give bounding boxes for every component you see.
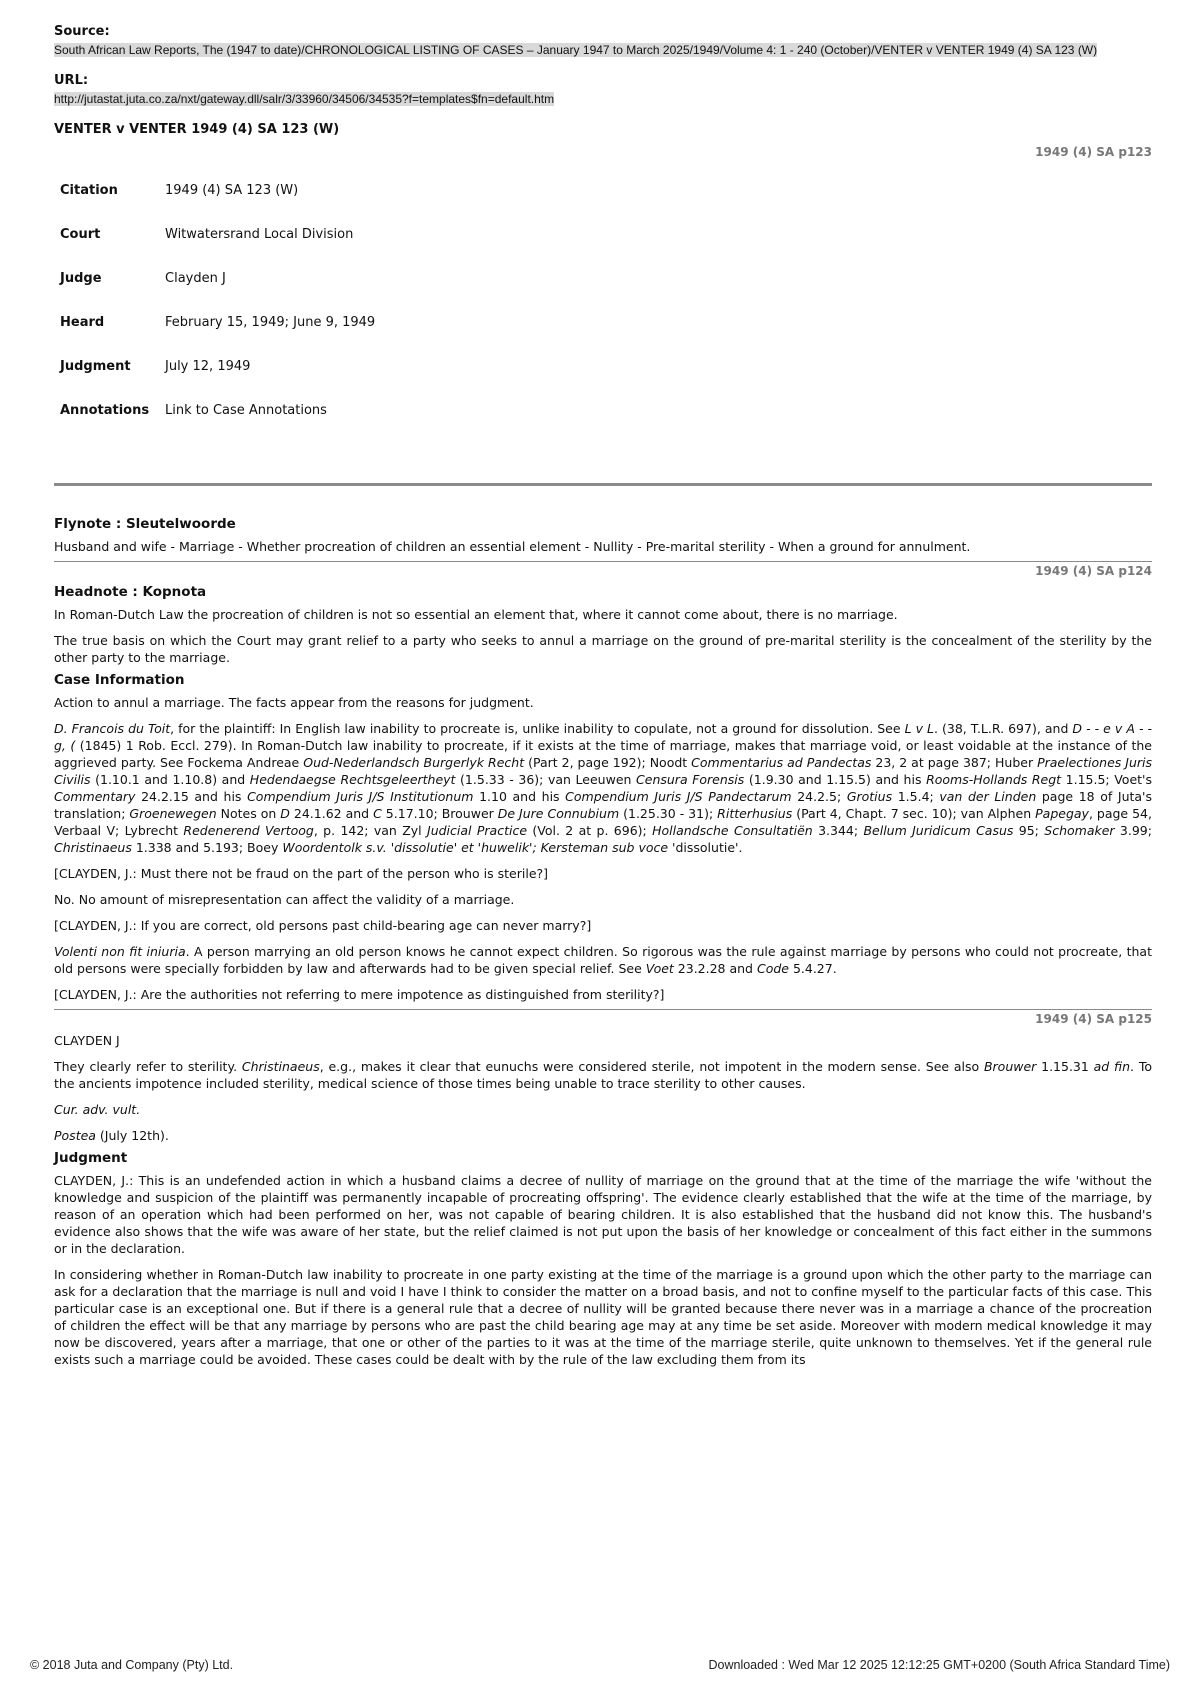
work-title: C (373, 806, 382, 821)
work-title: Hedendaegse Rechtsgeleertheyt (249, 772, 456, 787)
work-title: Christinaeus (241, 1059, 320, 1074)
headnote-paragraph: The true basis on which the Court may grant relief to a party who seeks to annul a marriage on the ground of pre-marital sterility is the concealment of the sterility by the other party to the marriage. (54, 633, 1152, 665)
footer-copyright: © 2018 Juta and Company (Pty) Ltd. (30, 1658, 234, 1672)
headnote-paragraph: In Roman-Dutch Law the procreation of children is not so essential an element that, where it cannot come about, there is no marriage. (54, 607, 898, 622)
meta-value: Witwatersrand Local Division (165, 227, 354, 242)
work-title: Hollandsche Consultatiën (652, 823, 813, 838)
text-run: (1845) 1 Rob. Eccl. 279). In Roman-Dutch law inability to procreate, if it exists at the time of marriage, makes that marriage void, or least voidable at the instance of the aggrieved party. See Fockema Andreae (54, 738, 1153, 770)
text-run: (Part 4, Chapt. 7 sec. 10); van Alphen (792, 806, 1036, 821)
source-section (54, 24, 1152, 59)
meta-key: Heard (60, 315, 105, 330)
work-title: Praelectiones Juris Civilis (54, 755, 1153, 787)
text-run: 5.17.10; Brouwer (381, 806, 498, 821)
latin-phrase: Postea (54, 1128, 96, 1143)
text-run: 24.2.15 and his (135, 789, 248, 804)
meta-value: July 12, 1949 (165, 359, 251, 374)
meta-row-heard (60, 315, 375, 359)
text-run: 1.5.4; (892, 789, 940, 804)
work-title: Commentary (54, 789, 136, 804)
work-title: Voet (645, 961, 674, 976)
meta-key: Citation (60, 183, 118, 198)
work-title: Papegay (1035, 806, 1089, 821)
case-info-heading: Case Information (54, 672, 185, 688)
text-run: 'dissolutie'. (668, 840, 743, 855)
source-path[interactable]: South African Law Reports, The (1947 to date)/CHRONOLOGICAL LISTING OF CASES – January 1947 to March 2025/1949/Volume 4: 1 - 240 (October)/VENTER v VENTER 1949 (4) SA 123 (W) (54, 43, 1098, 57)
work-title: Grotius (846, 789, 893, 804)
case-name: D - - e v A - - g, ( (54, 721, 1153, 753)
text-run: (July 12th). (95, 1128, 169, 1143)
page-ref-p123: 1949 (4) SA p123 (1035, 145, 1152, 159)
meta-row-citation (60, 183, 375, 227)
text-run: page 18 of Juta's translation; (54, 789, 1153, 821)
flynote-heading: Flynote : Sleutelwoorde (54, 516, 236, 532)
postea-line (54, 1127, 1152, 1144)
judgment-paragraph: CLAYDEN, J.: This is an undefended action in which a husband claims a decree of nullity of marriage on the ground that at the time of the marriage the wife 'without the knowledge and suspicion of the plaintiff was permanently incapable of procreating offspring'. The evidence clearly established that the wife at the time of the marriage, by reason of an operation which had been performed on her, was not capable of bearing children. It is also established that the husband did not know this. The husband's evidence also shows that the wife was aware of her state, but the relief claimed is not put upon the basis of her knowledge or concealment of this fact either in the summons or in the declaration. (54, 1173, 1152, 1256)
counsel-answer: No. No amount of misrepresentation can affect the validity of a marriage. (54, 892, 515, 907)
work-title: Judicial Practice (427, 823, 528, 838)
work-title: Code (756, 961, 789, 976)
work-title: Groenewegen (129, 806, 217, 821)
headnote-heading: Headnote : Kopnota (54, 584, 207, 600)
meta-row-judgment (60, 359, 375, 403)
url-link[interactable]: http://jutastat.juta.co.za/nxt/gateway.dll/salr/3/33960/34506/34535?f=templates$fn=default.htm (54, 92, 555, 106)
work-title: Woordentolk s.v. 'dissolutie' et 'huwelik'; Kersteman sub voce (282, 840, 669, 855)
text-run: Notes on (216, 806, 281, 821)
text-run: . (38, T.L.R. 697), and (933, 721, 1073, 736)
text-run: 23.2.28 and (673, 961, 757, 976)
text-run: (Part 2, page 192); Noodt (524, 755, 692, 770)
work-title: Brouwer (983, 1059, 1037, 1074)
latin-phrase: ad fin (1093, 1059, 1131, 1074)
section-divider (54, 483, 1152, 486)
text-run: 1.10 and his (473, 789, 566, 804)
counsel-answer (54, 1058, 1152, 1092)
text-run: (1.5.33 - 36); van Leeuwen (455, 772, 637, 787)
meta-value: February 15, 1949; June 9, 1949 (165, 315, 376, 330)
text-run: 24.1.62 and (289, 806, 374, 821)
url-section (54, 73, 1152, 108)
text-run: 3.99; (1114, 823, 1152, 838)
meta-key: Court (60, 227, 101, 242)
bench-question: [CLAYDEN, J.: If you are correct, old persons past child-bearing age can never marry?] (54, 918, 592, 933)
page-ref-p125: 1949 (4) SA p125 (1035, 1012, 1152, 1026)
text-run: , for the plaintiff: In English law inability to procreate is, unlike inability to copulate, not a ground for dissolution. See (170, 721, 905, 736)
page-divider (54, 561, 1152, 562)
work-title: Bellum Juridicum Casus (863, 823, 1014, 838)
bench-question: [CLAYDEN, J.: Must there not be fraud on the part of the person who is sterile?] (54, 866, 549, 881)
meta-value: Clayden J (165, 271, 226, 286)
work-title: Schomaker (1044, 823, 1115, 838)
work-title: Commentarius ad Pandectas (691, 755, 872, 770)
running-head-judge: CLAYDEN J (54, 1033, 120, 1048)
text-run: 1.15.31 (1036, 1059, 1094, 1074)
work-title: Oud-Nederlandsch Burgerlyk Recht (303, 755, 525, 770)
annotations-link[interactable]: Link to Case Annotations (165, 403, 327, 418)
meta-row-judge (60, 271, 375, 315)
document-page (54, 24, 1152, 1377)
meta-row-annotations (60, 403, 375, 447)
text-run: (1.9.30 and 1.15.5) and his (744, 772, 927, 787)
work-title: Compendium Juris J/S Pandectarum (565, 789, 792, 804)
text-run: . To the ancients impotence included sterility, medical science of those times being unable to trace sterility to other causes. (54, 1059, 1152, 1091)
work-title: van der Linden (939, 789, 1037, 804)
case-name: L v L (904, 721, 934, 736)
work-title: Redenerend Vertoog (183, 823, 314, 838)
meta-key: Annotations (60, 403, 150, 418)
text-run: 95; (1013, 823, 1045, 838)
latin-phrase: Cur. adv. vult. (54, 1102, 141, 1117)
url-label: URL: (54, 73, 89, 88)
text-run: 23, 2 at page 387; Huber (871, 755, 1038, 770)
footer-download-timestamp: Downloaded : Wed Mar 12 2025 12:12:25 GMT+0200 (South Africa Standard Time) (708, 1658, 1170, 1672)
text-run: . A person marrying an old person knows he cannot expect children. So rigorous was the rule against marriage by persons who could not procreate, that old persons were specially forbidden by law and afterwards had to be given special relief. See (54, 944, 1152, 976)
meta-key: Judge (60, 271, 102, 286)
page-divider (54, 1009, 1152, 1010)
counsel-argument-paragraph (54, 720, 1152, 856)
text-run: 1.338 and 5.193; Boey (131, 840, 283, 855)
latin-maxim: Volenti non fit iniuria (54, 944, 186, 959)
meta-key: Judgment (60, 359, 131, 374)
work-title: Christinaeus (54, 840, 132, 855)
case-metadata-table (60, 183, 375, 447)
work-title: Compendium Juris J/S Institutionum (247, 789, 474, 804)
meta-row-court (60, 227, 375, 271)
text-run: 5.4.27. (788, 961, 837, 976)
text-run: 3.344; (812, 823, 864, 838)
work-title: Censura Forensis (636, 772, 745, 787)
text-run: 24.2.5; (791, 789, 847, 804)
text-run: 1.15.5; Voet's (1061, 772, 1153, 787)
text-run: (Vol. 2 at p. 696); (527, 823, 653, 838)
source-label: Source: (54, 24, 110, 39)
meta-value: 1949 (4) SA 123 (W) (165, 183, 299, 198)
work-title: Ritterhusius (717, 806, 793, 821)
text-run: (1.25.30 - 31); (619, 806, 718, 821)
counsel-answer (54, 943, 1152, 977)
counsel-name: D. Francois du Toit (54, 721, 171, 736)
text-run: (1.10.1 and 1.10.8) and (90, 772, 250, 787)
text-run: , page 54, Verbaal V; Lybrecht (54, 806, 1152, 838)
work-title: D (280, 806, 290, 821)
page-ref-p124: 1949 (4) SA p124 (1035, 564, 1152, 578)
work-title: Rooms-Hollands Regt (926, 772, 1062, 787)
case-info-paragraph: Action to annul a marriage. The facts appear from the reasons for judgment. (54, 695, 534, 710)
judgment-paragraph: In considering whether in Roman-Dutch law inability to procreate in one party existing at the time of the marriage is a ground upon which the other party to the marriage can ask for a declaration that the marriage is null and void I have I think to consider the matter on a broad basis, and not to confine myself to the particular facts of this case. This particular case is an exceptional one. But if there is a general rule that a decree of nullity will be granted because there never was in a marriage a chance of the procreation of children the effect will be that any marriage by persons who are past the child bearing age may at any time be set aside. Moreover with modern medical knowledge it may now be discovered, years after a marriage, that one or other of the parties to it was at the time of the marriage sterile, quite unknown to themselves. Yet if the general rule exists such a marriage could be avoided. These cases could be dealt with by the rule of the law excluding them from its (54, 1267, 1152, 1367)
text-run: , p. 142; van Zyl (313, 823, 428, 838)
text-run: They clearly refer to sterility. (54, 1059, 242, 1074)
case-title: VENTER v VENTER 1949 (4) SA 123 (W) (54, 122, 340, 137)
flynote-text: Husband and wife - Marriage - Whether procreation of children an essential element - Nullity - Pre-marital sterility - When a ground for annulment. (54, 539, 971, 554)
work-title: De Jure Connubium (497, 806, 620, 821)
bench-question: [CLAYDEN, J.: Are the authorities not referring to mere impotence as distinguished from sterility?] (54, 987, 665, 1002)
judgment-heading: Judgment (54, 1150, 128, 1166)
text-run: , e.g., makes it clear that eunuchs were considered sterile, not impotent in the modern sense. See also (319, 1059, 984, 1074)
cur-adv-vult (54, 1101, 1152, 1118)
